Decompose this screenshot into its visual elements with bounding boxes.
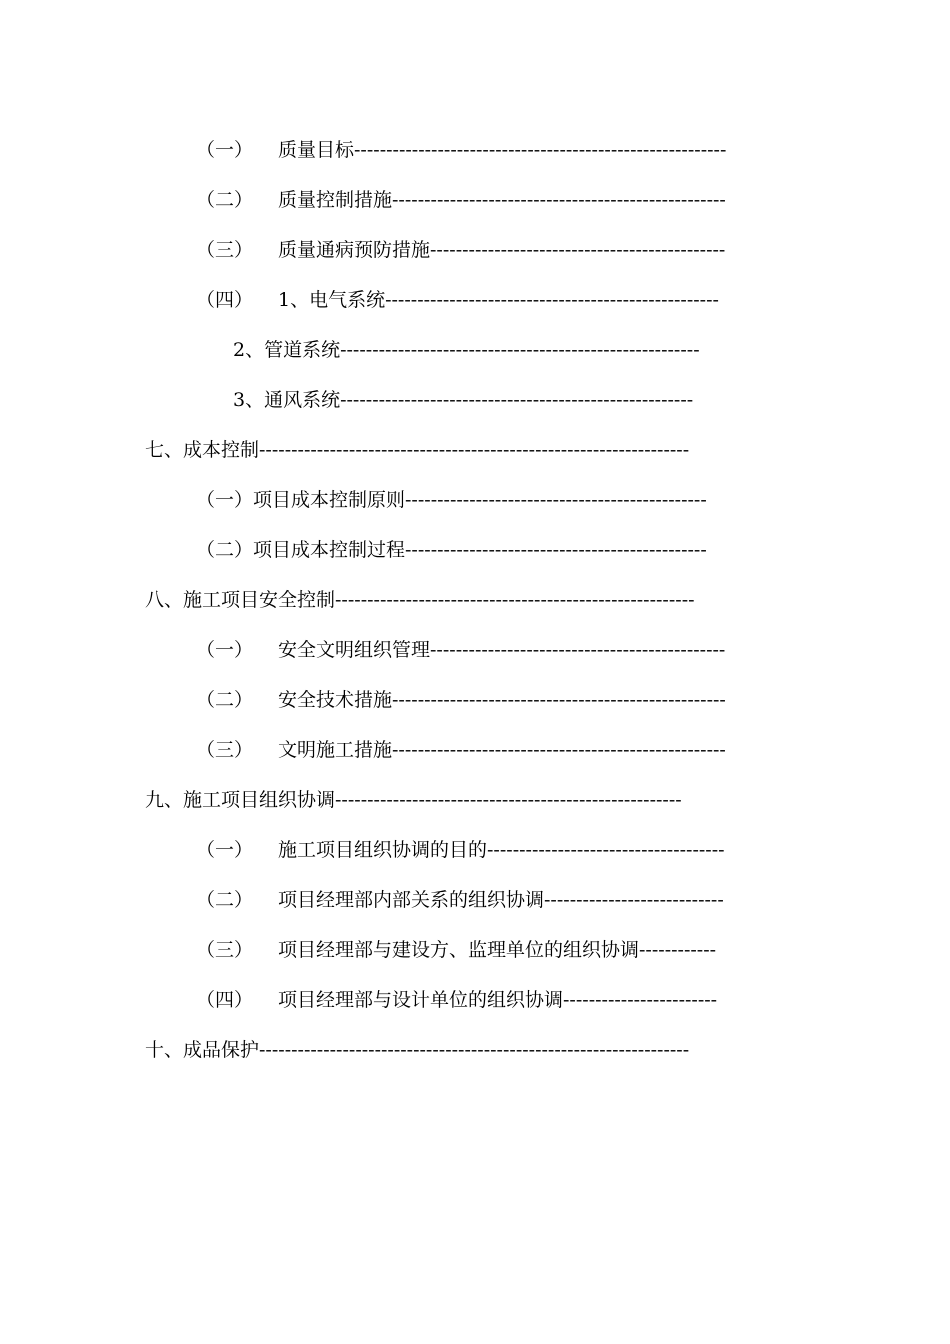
toc-leader: ---------------------------- <box>544 889 724 911</box>
toc-leader: ---------------------------------------------------- <box>392 689 726 711</box>
toc-section <box>145 585 695 615</box>
toc-section-title: 十、成品保护 <box>145 1039 260 1061</box>
toc-entry-title: （一）项目成本控制原则 <box>196 489 406 511</box>
toc-entry <box>196 985 717 1015</box>
toc-entry <box>196 535 707 565</box>
toc-section <box>145 785 682 815</box>
toc-entry-title: 施工项目组织协调的目的 <box>278 839 488 861</box>
toc-entry <box>196 835 725 865</box>
toc-leader: ---------------------------------------------------- <box>392 189 726 211</box>
toc-entry <box>196 135 726 165</box>
toc-leader: ------------------------------------------------------------------- <box>259 439 690 461</box>
toc-entry-number: （一） <box>196 139 254 161</box>
toc-leader: ---------------------------------------------------------- <box>354 139 727 161</box>
toc-leader: ------------------------------------------------------- <box>340 389 694 411</box>
toc-entry-number: （三） <box>196 939 254 961</box>
toc-leader: ------------------------------------- <box>487 839 725 861</box>
toc-entry-number: （一） <box>196 639 254 661</box>
toc-leader: -------------------------------------------------------- <box>340 339 700 361</box>
toc-entry <box>196 185 726 215</box>
toc-entry <box>196 635 725 665</box>
toc-leader: ------------------------ <box>563 989 718 1011</box>
toc-entry <box>196 735 726 765</box>
toc-entry-title: 质量通病预防措施 <box>278 239 431 261</box>
toc-entry-number: （三） <box>196 739 254 761</box>
toc-entry-title: 项目经理部与建设方、监理单位的组织协调 <box>278 939 640 961</box>
toc-entry-title: （二）项目成本控制过程 <box>196 539 406 561</box>
toc-leader: ---------------------------------------------------- <box>392 739 726 761</box>
toc-entry-title: 1、电气系统 <box>278 289 386 311</box>
toc-entry-number: （四） <box>196 289 254 311</box>
toc-entry-title: 文明施工措施 <box>278 739 393 761</box>
toc-leader: ------------ <box>639 939 717 961</box>
toc-entry <box>196 885 724 915</box>
toc-section-title: 九、施工项目组织协调 <box>145 789 336 811</box>
toc-entry-title: 项目经理部内部关系的组织协调 <box>278 889 545 911</box>
toc-entry-title: 3、通风系统 <box>233 389 341 411</box>
toc-entry <box>196 935 716 965</box>
toc-entry-title: 安全技术措施 <box>278 689 393 711</box>
toc-leader: ---------------------------------------------------- <box>385 289 719 311</box>
toc-entry <box>196 485 707 515</box>
toc-section-title: 八、施工项目安全控制 <box>145 589 336 611</box>
toc-leader: ------------------------------------------------------------------- <box>259 1039 690 1061</box>
toc-entry-title: 项目经理部与设计单位的组织协调 <box>278 989 564 1011</box>
toc-section-title: 七、成本控制 <box>145 439 260 461</box>
toc-entry <box>196 235 725 265</box>
toc-leader: ----------------------------------------------- <box>405 539 707 561</box>
toc-entry-title: 安全文明组织管理 <box>278 639 431 661</box>
toc-entry-number: （一） <box>196 839 254 861</box>
toc-entry <box>196 685 726 715</box>
toc-entry-title: 质量控制措施 <box>278 189 393 211</box>
toc-entry-number: （二） <box>196 189 254 211</box>
toc-leader: ------------------------------------------------------ <box>335 789 682 811</box>
toc-leader: -------------------------------------------------------- <box>335 589 695 611</box>
toc-entry-number: （四） <box>196 989 254 1011</box>
toc-entry-title: 2、管道系统 <box>233 339 341 361</box>
toc-leader: ---------------------------------------------- <box>430 639 726 661</box>
toc-entry-title: 质量目标 <box>278 139 355 161</box>
toc-leader: ----------------------------------------------- <box>405 489 707 511</box>
toc-entry-number: （二） <box>196 889 254 911</box>
toc-section <box>145 435 689 465</box>
toc-entry-number: （二） <box>196 689 254 711</box>
toc-entry-number: （三） <box>196 239 254 261</box>
toc-entry <box>233 385 693 415</box>
toc-section <box>145 1035 689 1065</box>
toc-entry <box>233 335 700 365</box>
toc-leader: ---------------------------------------------- <box>430 239 726 261</box>
toc-entry <box>196 285 719 315</box>
